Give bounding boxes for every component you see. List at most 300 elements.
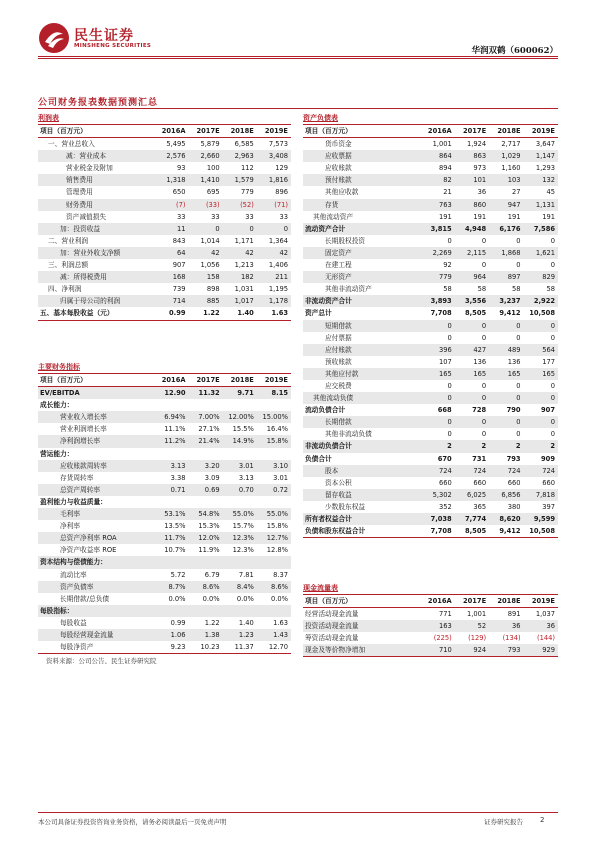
table-row (38, 174, 291, 186)
row-label: 应收账款周转率 (38, 460, 154, 472)
row-value: 58 (512, 285, 521, 294)
row-value: 907 (541, 406, 555, 415)
row-value: 1,364 (268, 236, 288, 245)
row-label: 资本公积 (325, 478, 352, 487)
row-value: 165 (455, 368, 489, 380)
row-value: 739 (172, 285, 186, 294)
table-row (38, 423, 291, 435)
table-row (303, 295, 558, 307)
row-label: 流动比率 (60, 570, 87, 579)
row-value: 132 (524, 174, 558, 186)
row-value: 1,318 (154, 174, 188, 186)
table-header-row (303, 595, 558, 608)
header-year: 2019E (524, 595, 558, 608)
table-row (38, 629, 291, 641)
row-value: 12.90 (154, 387, 188, 400)
row-value: 0 (516, 381, 521, 390)
row-value: 973 (473, 164, 487, 173)
row-label: 应交税费 (325, 381, 352, 390)
row-value (189, 399, 223, 411)
row-value (257, 448, 291, 460)
row-value: 16.4% (266, 425, 288, 434)
row-value (223, 605, 257, 617)
row-label: 其他流动负债 (303, 392, 420, 404)
row-value: 1,014 (200, 236, 220, 245)
row-value: (7) (154, 199, 188, 211)
row-value: 191 (438, 212, 452, 221)
table-row (303, 465, 558, 477)
row-label: 在建工程 (325, 261, 352, 270)
row-value: 5,879 (200, 140, 220, 149)
row-label: 资产负债率 (38, 581, 154, 593)
row-value: 0 (550, 430, 555, 439)
row-label: 营业税金及附加 (66, 164, 113, 173)
row-value: 1,816 (257, 174, 291, 186)
row-value: 714 (154, 295, 188, 307)
table-row (38, 235, 291, 247)
row-value: 2,963 (223, 150, 257, 162)
row-value: 8.6% (189, 581, 223, 593)
table-row (38, 448, 291, 460)
row-value: 2,115 (455, 247, 489, 259)
row-value: 396 (420, 344, 454, 356)
row-value: 42 (257, 247, 291, 259)
row-label: 每股经营现金流量 (38, 629, 154, 641)
row-value: 0 (455, 416, 489, 428)
table-row (303, 162, 558, 174)
row-value: (129) (468, 634, 487, 643)
header-year: 2018E (489, 125, 523, 138)
row-value: 101 (455, 174, 489, 186)
row-value: 0 (420, 392, 454, 404)
row-label: 非流动资产合计 (303, 295, 420, 307)
table-row (303, 235, 558, 247)
table-row (303, 440, 558, 452)
row-value: 103 (489, 174, 523, 186)
table-row (38, 283, 291, 295)
logo-english-name: MINSHENG SECURITIES (74, 43, 152, 49)
table-caption: 资产负债表 (303, 114, 338, 122)
row-value: 2,269 (420, 247, 454, 259)
section-divider (38, 108, 558, 109)
row-value (223, 556, 257, 568)
table-row (38, 593, 291, 605)
row-value (257, 496, 291, 508)
row-value: (33) (189, 199, 223, 211)
row-value: 1,171 (234, 236, 254, 245)
row-label: 货币资金 (325, 140, 352, 149)
row-value: 1.40 (238, 618, 254, 627)
balance-sheet-table (303, 112, 558, 538)
section-title: 公司财务报表数据预测汇总 (38, 98, 159, 108)
table-row (38, 150, 291, 162)
row-value (154, 556, 188, 568)
table-caption: 现金流量表 (303, 584, 338, 592)
minsheng-logo-icon (38, 22, 70, 54)
row-value: 13.5% (164, 522, 186, 531)
header-item-label: 项目（百万元） (38, 125, 154, 138)
table-row (38, 435, 291, 447)
row-value: 53.1% (154, 508, 188, 520)
row-value: 0 (447, 333, 452, 342)
header-year: 2019E (257, 125, 291, 138)
row-label: 每股收益 (60, 618, 87, 627)
header-year: 2018E (489, 595, 523, 608)
row-value: 2 (524, 440, 558, 452)
row-label: 其他应收款 (325, 188, 359, 197)
row-value: 177 (542, 357, 555, 366)
row-label: 每股指标： (38, 605, 154, 617)
row-label: 资产减值损失 (66, 212, 107, 221)
row-value: (134) (502, 634, 521, 643)
row-value: 896 (275, 188, 288, 197)
row-value: 724 (455, 465, 489, 477)
row-label: 净利率 (60, 522, 81, 531)
header-year: 2016A (154, 125, 188, 138)
row-value: 397 (542, 502, 555, 511)
row-value: 0.0% (236, 594, 254, 603)
row-value: 894 (438, 164, 452, 173)
row-value: 163 (420, 620, 454, 632)
row-value: 3,408 (257, 150, 291, 162)
row-value: 1.06 (154, 629, 188, 641)
row-value: 1,160 (501, 164, 521, 173)
row-value: 0 (516, 430, 521, 439)
row-value: 1,131 (524, 199, 558, 211)
row-value: 864 (420, 150, 454, 162)
row-value: 793 (506, 454, 521, 463)
row-value: 11.37 (223, 641, 257, 654)
row-label: 长期股权投资 (325, 236, 366, 245)
table-row (38, 532, 291, 544)
table-row (38, 162, 291, 174)
company-stock-title: 华润双鹤（600062） (471, 46, 558, 56)
row-value: 352 (438, 502, 452, 511)
row-label: 长期借款 (303, 416, 420, 428)
table-row (303, 283, 558, 295)
row-value: 6.79 (204, 570, 220, 579)
table-row (303, 513, 558, 525)
row-label: 其他流动资产 (313, 212, 354, 221)
row-value: 1,406 (268, 261, 288, 270)
header-year: 2019E (524, 125, 558, 138)
table-row (303, 320, 558, 332)
row-value (189, 556, 223, 568)
table-row (303, 332, 558, 344)
table-row (303, 380, 558, 392)
row-value: 15.7% (232, 522, 254, 531)
row-value: 0 (550, 333, 555, 342)
header-divider-thin (38, 58, 558, 59)
row-value: 0.0% (271, 594, 288, 603)
row-value: 1,293 (535, 164, 555, 173)
row-label: 现金及等价物净增加 (303, 644, 420, 657)
row-value: 660 (507, 478, 521, 487)
row-label: 留存收益 (303, 489, 420, 501)
row-value: 15.8% (266, 522, 288, 531)
row-label: 净利润增长率 (38, 435, 154, 447)
row-value (154, 496, 188, 508)
row-label: 非流动负债合计 (303, 440, 420, 452)
row-value: 365 (473, 502, 487, 511)
row-value: 0 (524, 416, 558, 428)
row-value: 1,621 (524, 247, 558, 259)
row-value: 1,001 (466, 610, 487, 619)
row-value: 3.01 (223, 460, 257, 472)
row-value: 27 (512, 188, 521, 197)
row-label: 负债合计 (305, 454, 332, 463)
row-value: (225) (433, 634, 452, 643)
row-value: 660 (542, 478, 555, 487)
row-value: 191 (473, 212, 487, 221)
table-row (38, 271, 291, 283)
row-value: 1.22 (189, 307, 223, 320)
row-value: 58 (443, 285, 452, 294)
header-year: 2017E (189, 125, 223, 138)
row-label: 一、营业总收入 (48, 140, 95, 149)
logo-chinese-name: 民生证券 (74, 28, 134, 44)
row-value (223, 496, 257, 508)
row-value: 843 (172, 236, 186, 245)
row-value: 211 (257, 271, 291, 283)
row-value: 82 (420, 174, 454, 186)
row-label: 二、营业利润 (48, 236, 89, 245)
row-value: 670 (437, 454, 452, 463)
row-value: 650 (172, 188, 186, 197)
row-value: 0 (189, 223, 223, 235)
row-value: 2,922 (524, 295, 558, 307)
row-label: 存货 (303, 199, 420, 211)
row-value: 885 (189, 295, 223, 307)
row-value: 728 (472, 406, 487, 415)
row-value: 0 (447, 381, 452, 390)
row-value: 860 (455, 199, 489, 211)
row-value: 11.32 (189, 387, 223, 400)
row-value: 0 (489, 392, 523, 404)
row-value: 0.69 (189, 484, 223, 496)
row-label: 资本结构与偿债能力： (38, 556, 154, 568)
row-value: 33 (211, 212, 220, 221)
row-value: 0 (481, 381, 487, 390)
table-row (303, 416, 558, 428)
table-row (303, 174, 558, 186)
row-value: 1,001 (432, 140, 452, 149)
row-value: 924 (455, 644, 489, 657)
row-value: 112 (241, 164, 254, 173)
row-value: 0 (550, 261, 555, 270)
table-row (38, 641, 291, 654)
row-value: 1,147 (524, 150, 558, 162)
row-value: 52 (455, 620, 489, 632)
row-value: 55.0% (257, 508, 291, 520)
row-value: 8,505 (455, 525, 489, 538)
row-value: 0 (420, 320, 454, 332)
table-caption: 主要财务指标 (38, 363, 80, 371)
header-item-label: 项目（百万元） (303, 595, 420, 608)
row-value: 9,599 (524, 513, 558, 525)
row-value: 11.2% (154, 435, 188, 447)
row-label: 投资活动现金流量 (303, 620, 420, 632)
row-value: 4,948 (455, 223, 489, 235)
row-value: 11.9% (198, 546, 220, 555)
row-value: 10.7% (164, 546, 186, 555)
header-year: 2016A (420, 595, 454, 608)
row-value: 0 (524, 320, 558, 332)
table-row (303, 259, 558, 271)
row-value: 8,620 (489, 513, 523, 525)
row-value (189, 605, 223, 617)
row-value: 58 (477, 285, 487, 294)
financial-indicators-table (38, 361, 291, 654)
row-value: 790 (506, 406, 521, 415)
row-value: 12.8% (266, 546, 288, 555)
row-value (189, 496, 223, 508)
row-value: 7,573 (268, 140, 288, 149)
table-row (38, 544, 291, 556)
row-value: 2,660 (189, 150, 223, 162)
row-value: 897 (489, 271, 523, 283)
row-value: 779 (241, 188, 254, 197)
row-value: 36 (524, 620, 558, 632)
row-value: 12.00% (223, 411, 257, 423)
row-value: 1,017 (223, 295, 257, 307)
row-value: 9,412 (499, 309, 521, 318)
row-value: 7.81 (238, 570, 254, 579)
row-value: 427 (455, 344, 489, 356)
row-label: 总资产周转率 (38, 484, 154, 496)
row-label: EV/EBITDA (38, 387, 154, 400)
header-year: 2017E (455, 595, 489, 608)
row-value: 724 (489, 465, 523, 477)
row-value: 11 (154, 223, 188, 235)
row-value: 1.63 (257, 307, 291, 320)
row-value: 3,647 (535, 140, 555, 149)
row-value: 36 (489, 620, 523, 632)
row-value: 7,708 (430, 309, 452, 318)
row-value: 7,818 (524, 489, 558, 501)
table-row (303, 150, 558, 162)
row-value: 3.10 (257, 460, 291, 472)
row-value: 1,868 (489, 247, 523, 259)
table-row (38, 496, 291, 508)
row-value: 12.0% (189, 532, 223, 544)
row-value: 1.22 (204, 618, 220, 627)
row-value: 564 (524, 344, 558, 356)
row-value (189, 448, 223, 460)
row-label: 减：营业成本 (38, 150, 154, 162)
row-value: 6,585 (234, 140, 254, 149)
row-value: 8.6% (257, 581, 291, 593)
row-label: 流动资产合计 (303, 223, 420, 235)
row-value: 1,031 (234, 285, 254, 294)
row-label: 长期借款/总负债 (60, 594, 110, 603)
row-label: 营运能力： (40, 449, 74, 458)
row-value (154, 448, 188, 460)
row-value: 0 (447, 236, 452, 245)
row-value: 15.8% (257, 435, 291, 447)
row-label: 存货周转率 (60, 473, 94, 482)
company-logo (38, 22, 158, 56)
row-label: 预付账款 (303, 174, 420, 186)
row-value: 2 (420, 440, 454, 452)
data-source-note: 资料来源：公司公告、民生证券研究院 (46, 657, 157, 665)
header-item-label: 项目（百万元） (303, 125, 420, 138)
table-header-row (38, 125, 291, 138)
row-value: 1,037 (535, 610, 555, 619)
row-value: 0 (481, 236, 487, 245)
row-label: 应收账款 (325, 164, 352, 173)
row-label: 少数股东权益 (325, 502, 366, 511)
row-value: 1.63 (273, 618, 288, 627)
table-row (303, 608, 558, 621)
row-value: 10,508 (529, 309, 555, 318)
row-value: 2 (455, 440, 489, 452)
row-value: 1,056 (200, 261, 220, 270)
row-value (257, 556, 291, 568)
header-year: 2018E (223, 374, 257, 387)
row-value: 12.3% (223, 532, 257, 544)
row-label: 筹资活动现金流量 (305, 634, 359, 643)
row-value: 107 (438, 357, 452, 366)
row-value: 191 (542, 212, 555, 221)
row-value: 3,893 (420, 295, 454, 307)
row-value: 8.37 (273, 570, 288, 579)
table-row (38, 138, 291, 151)
header-year: 2017E (189, 374, 223, 387)
table-row (38, 307, 291, 320)
table-row (303, 453, 558, 465)
row-value: 45 (546, 188, 555, 197)
table-row (303, 307, 558, 319)
table-row (303, 344, 558, 356)
row-value: 0 (223, 223, 257, 235)
row-value: 0 (516, 261, 521, 270)
table-row (303, 223, 558, 235)
row-value: 3.01 (273, 473, 288, 482)
row-value: 8.4% (223, 581, 257, 593)
table-row (38, 484, 291, 496)
table-row (38, 247, 291, 259)
row-value: 8.15 (257, 387, 291, 400)
table-row (303, 271, 558, 283)
row-value: 1,924 (466, 140, 487, 149)
row-label: 流动负债合计 (305, 406, 346, 415)
row-value: 14.9% (223, 435, 257, 447)
row-value: 10.23 (189, 641, 223, 654)
row-value: 6,176 (489, 223, 523, 235)
table-row (38, 556, 291, 568)
row-value: 10,508 (524, 525, 558, 538)
row-value: 1,029 (489, 150, 523, 162)
row-value: 1,410 (189, 174, 223, 186)
row-label: 固定资产 (303, 247, 420, 259)
row-value: 0 (550, 236, 555, 245)
row-value: (144) (537, 634, 555, 643)
row-value: 0.70 (223, 484, 257, 496)
header-year: 2017E (455, 125, 489, 138)
table-row (38, 186, 291, 198)
row-value: 58 (546, 285, 555, 294)
footer-report-type: 证券研究报告 (484, 818, 523, 826)
table-row (38, 605, 291, 617)
row-label: 加：投资收益 (38, 223, 154, 235)
row-value: 33 (177, 212, 186, 221)
table-row (303, 392, 558, 404)
row-value: 2 (489, 440, 523, 452)
header-item-label: 项目（百万元） (38, 374, 154, 387)
row-value: 0 (455, 320, 489, 332)
row-value: 763 (420, 199, 454, 211)
